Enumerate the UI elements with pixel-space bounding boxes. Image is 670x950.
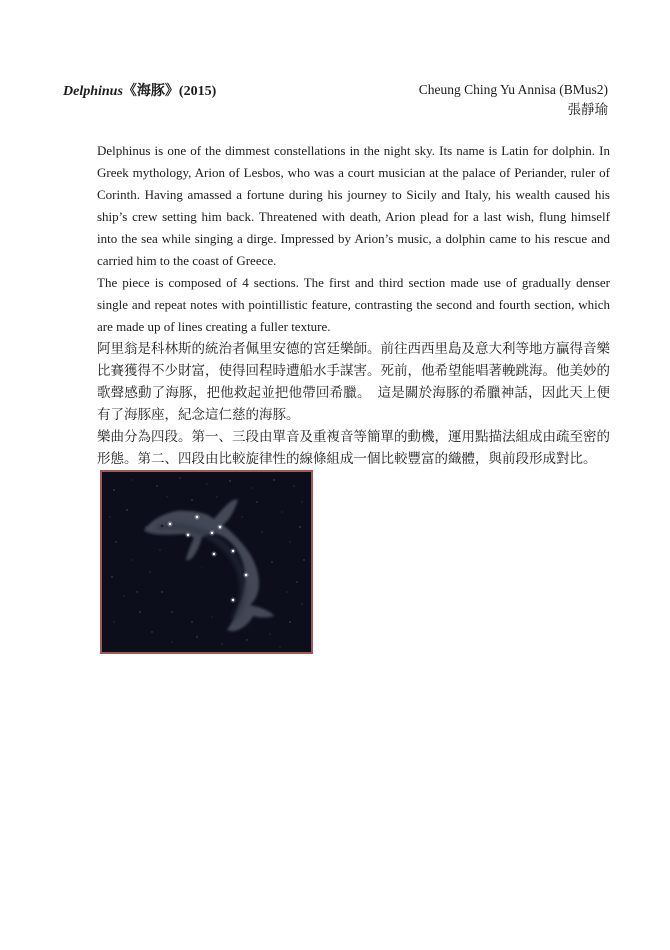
night-sky-background [102,472,311,652]
title-year: (2015) [178,84,217,99]
author-block [419,80,608,120]
paragraph-chinese-1: 阿里翁是科林斯的統治者佩里安德的宮廷樂師。前往西西里島及意大利等地方贏得音樂比賽獲得不少財富，使得回程時遭船水手謀害。死前，他希望能唱著輓跳海。他美妙的歌聲感動了海豚，把他救起並把他帶回希臘。 這是關於海豚的希臘神話，因此天上便有了海豚座，紀念這仁慈的海豚。 [97,341,610,422]
title-cjk: 《海豚》 [122,84,179,99]
title-latin: Delphinus [63,84,123,99]
paragraph-english-2: The piece is composed of 4 sections. The first and third section made use of gradually denser single and repeat notes with pointillistic feature, contrasting the second and fourth section, which are made up of lines creating a fuller texture. [97,275,610,334]
paragraph-chinese-2: 樂曲分為四段。第一、三段由單音及重複音等簡單的動機，運用點描法組成由疏至密的形態。第二、四段由比較旋律性的線條組成一個比較豐富的織體，與前段形成對比。 [97,429,610,466]
author-name-chinese: 張靜瑜 [567,102,608,117]
document-header [63,80,608,120]
page-title [63,80,216,100]
document-body [97,140,610,654]
paragraph-english-1: Delphinus is one of the dimmest constellations in the night sky. Its name is Latin for dolphin. In Greek mythology, Arion of Lesbos, who was a court musician at the palace of Periander, ruler of Corinth. Having amassed a fortune during his journey to Sicily and Italy, his wealth caused his ship’s crew setting him back. Threatened with death, Arion plead for a last wish, flung himself into the sea while singing a dirge. Impressed by Arion’s music, a dolphin came to his rescue and carried him to the coast of Greece. [97,143,610,268]
constellation-sky-graphic [102,472,311,652]
author-name-english: Cheung Ching Yu Annisa (BMus2) [418,82,608,97]
dolphin-constellation-image [100,470,313,654]
dolphin-eye [161,525,164,528]
